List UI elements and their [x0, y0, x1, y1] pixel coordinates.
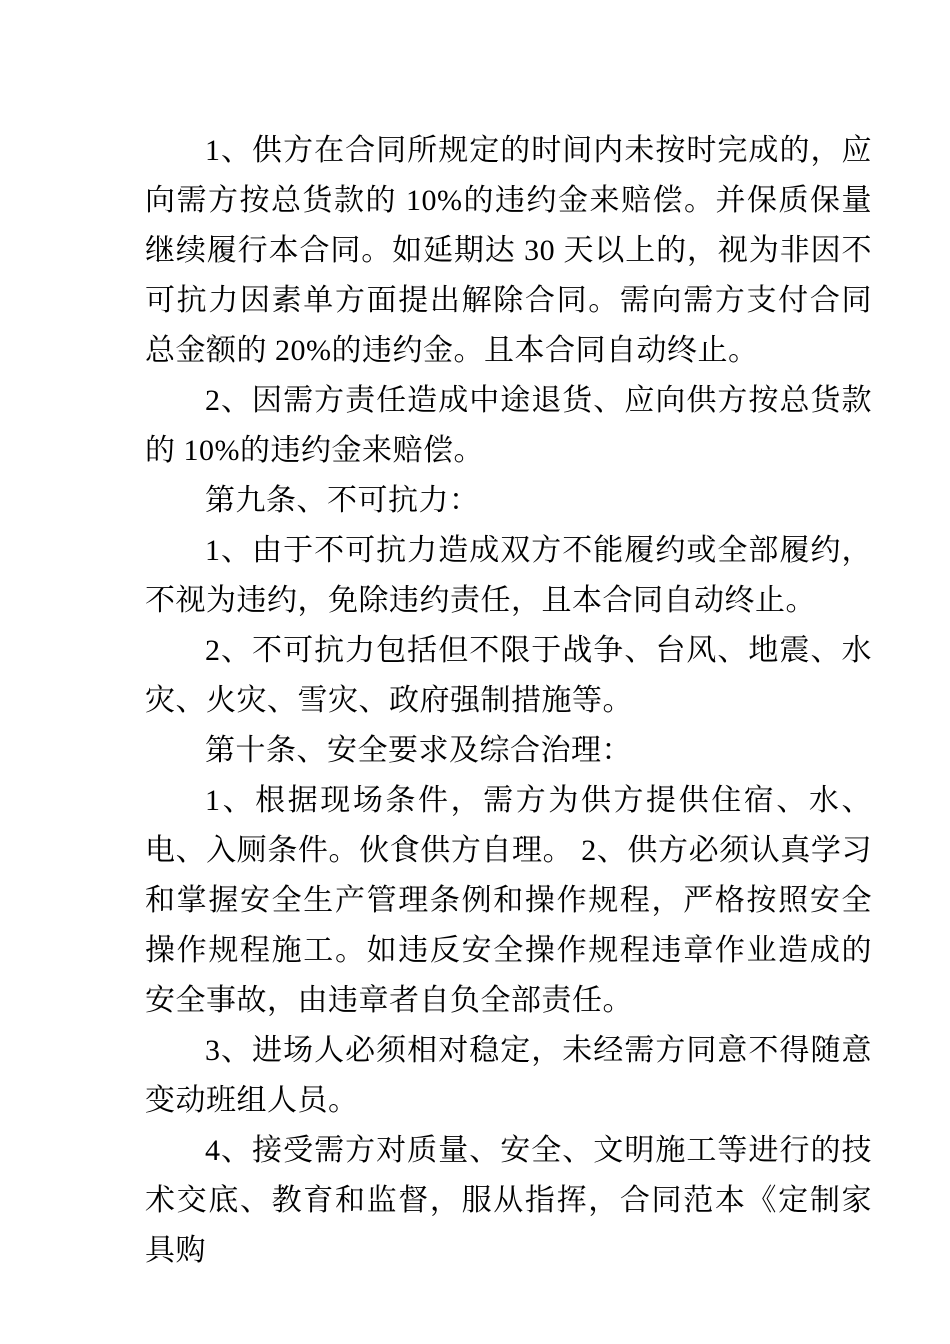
paragraph: 1、由于不可抗力造成双方不能履约或全部履约，不视为违约，免除违约责任，且本合同自动终止。	[145, 534, 872, 617]
paragraph: 4、接受需方对质量、安全、文明施工等进行的技术交底、教育和监督，服从指挥，合同范本《定制家具购	[145, 1134, 872, 1267]
paragraph: 2、因需方责任造成中途退货、应向供方按总货款的 10%的违约金来赔偿。	[145, 384, 872, 467]
paragraph: 1、供方在合同所规定的时间内未按时完成的，应向需方按总货款的 10%的违约金来赔偿。并保质保量继续履行本合同。如延期达 30 天以上的，视为非因不可抗力因素单方面提出解除合同。需向需方支付合同总金额的 20%的违约金。且本合同自动终止。	[145, 134, 872, 367]
document-body	[145, 126, 872, 1276]
paragraph: 3、进场人必须相对稳定，未经需方同意不得随意变动班组人员。	[145, 1034, 872, 1117]
clause-heading: 第九条、不可抗力：	[205, 484, 480, 517]
clause-heading: 第十条、安全要求及综合治理：	[205, 734, 632, 767]
paragraph: 1、根据现场条件，需方为供方提供住宿、水、电、入厕条件。伙食供方自理。 2、供方必须认真学习和掌握安全生产管理条例和操作规程，严格按照安全操作规程施工。如违反安全操作规程违章作业造成的安全事故，由违章者自负全部责任。	[145, 784, 872, 1017]
paragraph: 2、不可抗力包括但不限于战争、台风、地震、水灾、火灾、雪灾、政府强制措施等。	[145, 634, 872, 717]
